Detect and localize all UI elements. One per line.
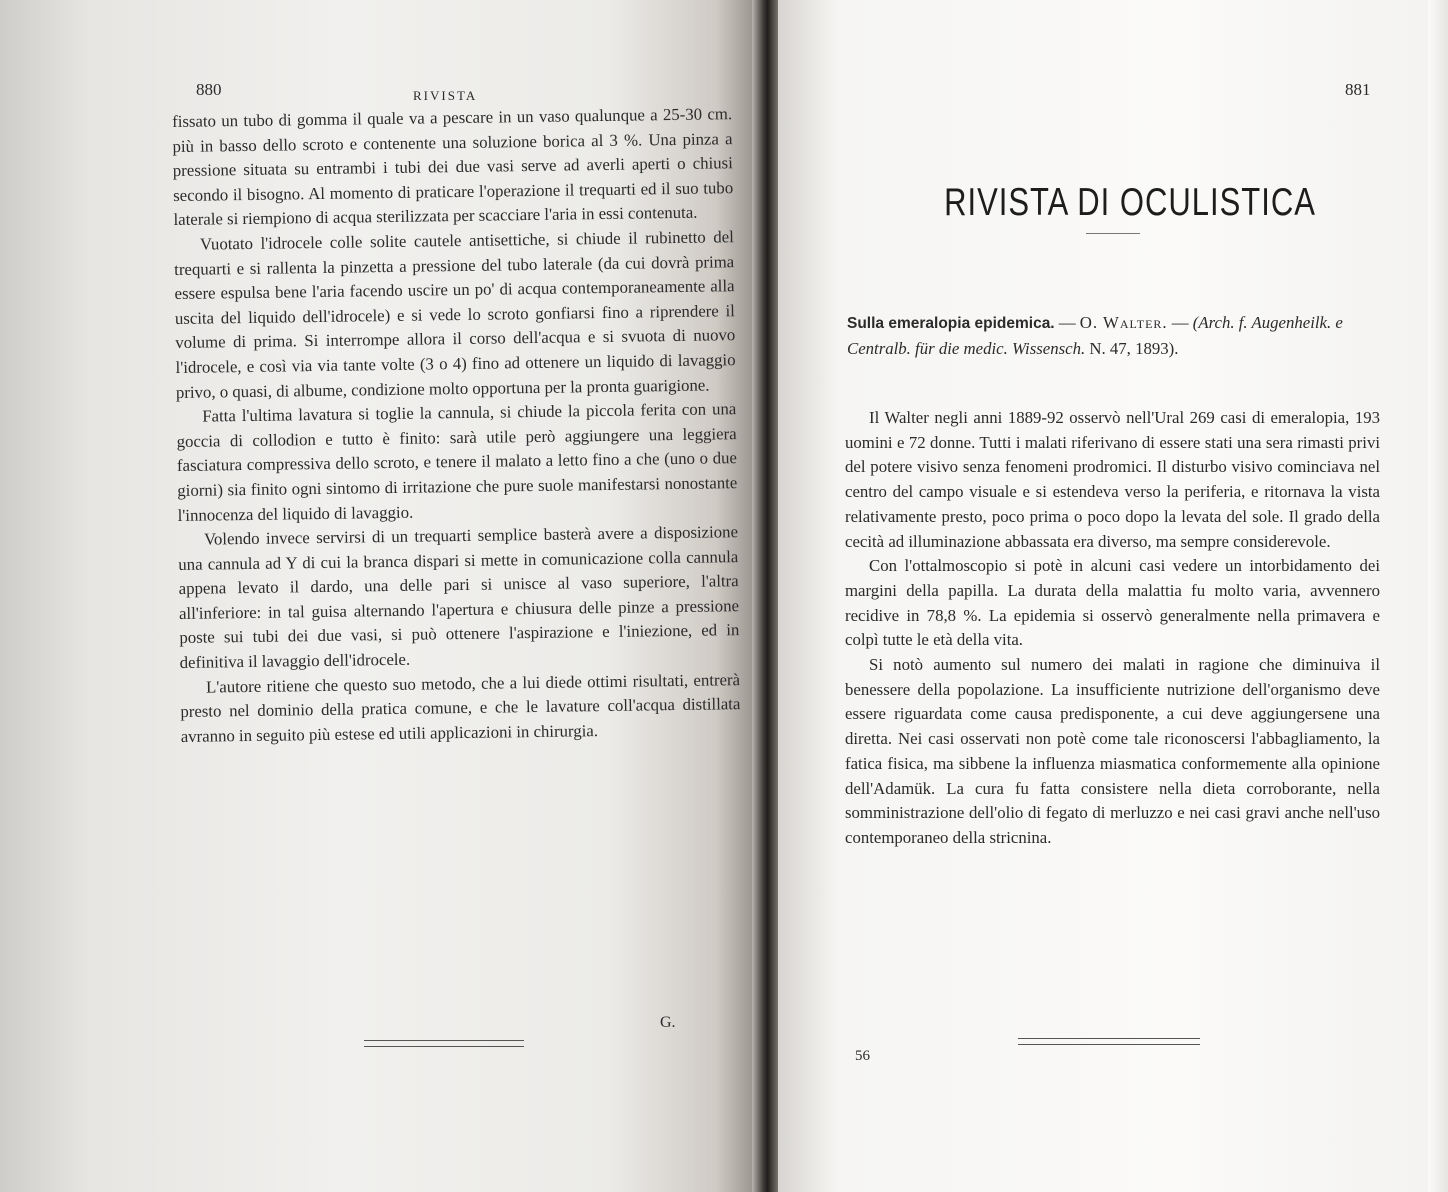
left-folio: 880 — [196, 80, 222, 99]
article-author: O. Walter. — [1079, 313, 1168, 332]
left-body-text — [172, 102, 741, 749]
right-paragraph: Si notò aumento sul numero dei malati in ragione che diminuiva il benessere della popolazione. La insufficiente nutrizione dell'organismo deve essere riguardata come causa predisponente, a cui deve aggiungersene una diretta. Nei casi osservati non potè come tale riconoscersi l'abbagliamento, la fatica fisica, ma sibbene la influenza miasmatica conformemente alla opinione dell'Adamük. La cura fu fatta consistere nella dieta corroborante, nella somministrazione dell'olio di fegato di merluzzo e nei casi gravi anche nell'uso contemporaneo della stricnina. — [845, 655, 1380, 847]
signature-number: 56 — [855, 1048, 870, 1064]
left-running-head: RIVISTA — [413, 88, 478, 103]
heading-dash: — — [1167, 313, 1193, 332]
left-end-rule — [364, 1040, 524, 1047]
left-paragraph: fissato un tubo di gomma il quale va a pescare in un vaso qualunque a 25-30 cm. più in basso dello scroto e contenente una soluzione borica al 3 %. Una pinza a pressione situata su entrambi i tubi dei due vasi serve ad averli aperti o chiusi secondo il bisogno. Al momento di praticare l'operazione il trequarti ed il suo tubo laterale si riempiono di acqua sterilizzata per scacciare l'aria in essi contenuta. — [172, 104, 734, 230]
left-paragraph: Fatta l'ultima lavatura si toglie la cannula, si chiude la piccola ferita con una goccia di collodion e tutto è finito: sarà utile però aggiungere una leggiera fasciatura compressiva dello scroto, e tenere il malato a letto fino a che (uno o due giorni) sia finito ogni sintomo di irritazione che pure suole manifestarsi nonostante l'innocenza del liquido di lavaggio. — [176, 399, 738, 525]
right-folio: 881 — [1345, 80, 1371, 99]
article-source-number: N. 47, 1893). — [1085, 339, 1179, 358]
heading-dash: — — [1054, 313, 1080, 332]
right-paragraph: Con l'ottalmoscopio si potè in alcuni casi vedere un intorbidamento dei margini della papilla. La durata della malattia fu molto varia, avvennero recidive in 78,8 %. La epidemia si osservò generalmente nella primavera e colpì tutte le età della vita. — [845, 556, 1380, 650]
article-title: Sulla emeralopia epidemica. — [847, 315, 1055, 332]
article-heading — [847, 310, 1387, 361]
right-end-rule — [1018, 1038, 1200, 1045]
right-paragraph: Il Walter negli anni 1889-92 osservò nell'Ural 269 casi di emeralopia, 193 uomini e 72 donne. Tutti i malati riferivano di essere stati una sera rimasti privi del potere visivo senza fenomeni prodromici. Il disturbo visivo cominciava nel centro del campo visuale e si estendeva verso la periferia, e ritornava la vista relativamente presto, poco prima o poco dopo la levata del sole. Il grado della cecità ad illuminazione abbassata era diverso, ma sempre considerevole. — [845, 408, 1380, 551]
left-signature: G. — [660, 1014, 676, 1031]
right-body-text — [845, 406, 1380, 851]
book-gutter — [752, 0, 778, 1192]
section-title: RIVISTA DI OCULISTICA — [944, 180, 1316, 224]
left-paragraph: Vuotato l'idrocele colle solite cautele antisettiche, si chiude il rubinetto del trequarti e si rallenta la pinzetta a pressione del tubo laterale (da cui dovrà prima essere espulsa bene l'aria facendo uscire un po' di acqua contemporaneamente alla uscita del liquido dell'idrocele) e si vede lo scroto gonfiarsi fino a riprendere il volume di prima. Si interrompe allora il corso dell'acqua e si svuota di nuovo l'idrocele, e così via via tante volte (3 o 4) fino ad ottenere un liquido di lavaggio privo, o quasi, di albume, condizione molto opportuna per la pronta guarigione. — [174, 227, 736, 402]
left-paragraph: L'autore ritiene che questo suo metodo, che a lui diede ottimi risultati, entrerà presto nel dominio della pratica comune, e che le lavature coll'acqua distillata avranno in seguito più estese ed utili applicazioni in chirurgia. — [180, 669, 741, 746]
article-source: (Arch. f. Augenheilk. e Centralb. für die medic. Wissensch. — [847, 313, 1343, 358]
left-paragraph: Volendo invece servirsi di un trequarti semplice basterà avere a disposizione una cannula ad Y di cui la branca dispari si mette in comunicazione colla cannula appena levato il dardo, una delle pari si unisce al vaso superiore, l'altra all'inferiore: in tal guisa alternando l'apertura e chiusura delle pinze a pressione poste sui tubi dei due vasi, si può ottenere l'aspirazione e l'iniezione, ed in definitiva il lavaggio dell'idrocele. — [178, 522, 740, 673]
right-page-edge — [1428, 0, 1448, 1192]
title-rule — [1086, 233, 1140, 234]
